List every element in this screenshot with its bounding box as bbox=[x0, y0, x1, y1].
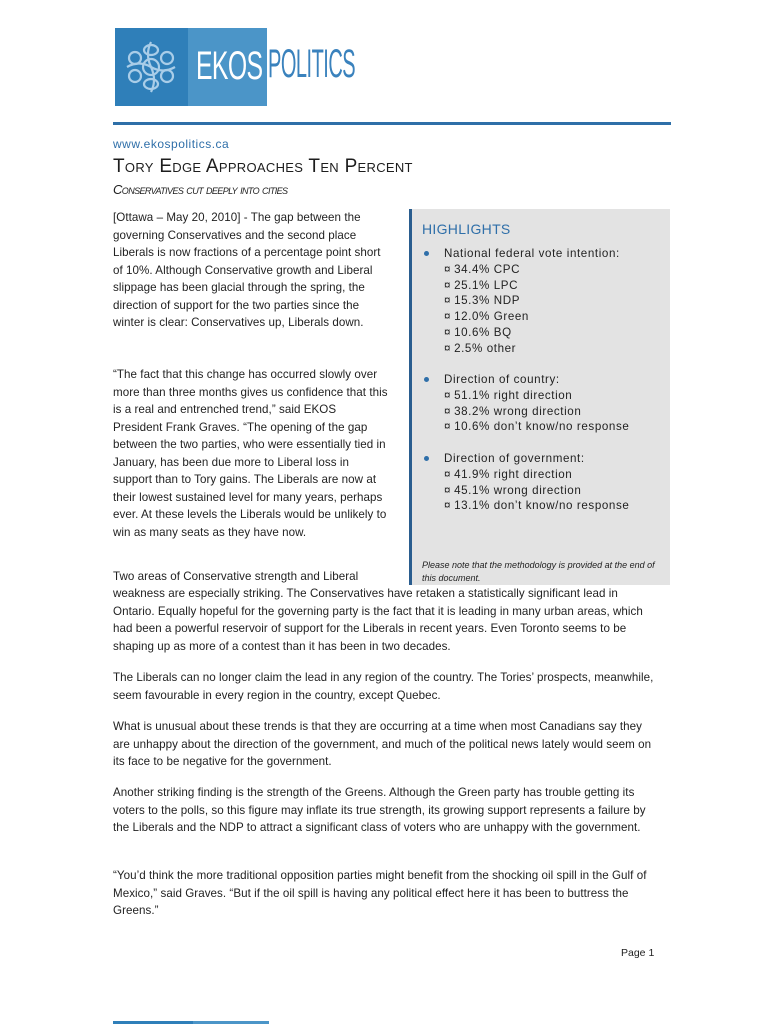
bullet-icon bbox=[424, 251, 429, 256]
sub-bullet-icon: ¤ bbox=[444, 420, 452, 434]
group-label-text: Direction of country: bbox=[444, 373, 560, 386]
highlights-item bbox=[420, 341, 668, 357]
highlights-item bbox=[420, 262, 668, 278]
page-title: Tory Edge Approaches Ten Percent bbox=[113, 156, 413, 177]
highlights-item-text: 12.0% Green bbox=[454, 310, 529, 324]
article-paragraph-7: “You’d think the more traditional opposition parties might benefit from the shocking oil spill in the Gulf of Mexico,” said Graves. “But if the oil spill is having any political effect here it has been to buttress the Greens.” bbox=[113, 869, 647, 917]
logo-word-politics: POLITICS bbox=[268, 42, 356, 86]
highlights-item bbox=[420, 325, 668, 341]
highlights-item bbox=[420, 278, 668, 294]
highlights-item-text: 45.1% wrong direction bbox=[454, 483, 582, 497]
highlights-panel bbox=[409, 209, 670, 585]
article-paragraph-5: What is unusual about these trends is that they are occurring at a time when most Canadians say they are unhappy about the direction of the government, and much of the political news lately would seem on its face to be negative for the government. bbox=[113, 720, 652, 768]
article-paragraph-3: weakness are especially striking. The Conservatives have retaken a statistically significant lead in Ontario. Equally hopeful for the governing party is the fact that it is leading in many urban areas, which had been a powerful reservoir of support for the Liberals in recent years. Even Toronto seems to be shaping up as more of a contest than it has been in two decades. bbox=[113, 587, 643, 653]
sub-bullet-icon: ¤ bbox=[444, 388, 452, 402]
logo-emblem-block bbox=[115, 28, 188, 106]
article-paragraph-4: The Liberals can no longer claim the lead in any region of the country. The Tories’ prospects, meanwhile, seem favourable in every region in the country, except Quebec. bbox=[113, 671, 654, 702]
highlights-item-text: 2.5% other bbox=[454, 341, 517, 355]
methodology-note: Please note that the methodology is provided at the end of this document. bbox=[422, 560, 655, 583]
website-link[interactable]: www.ekospolitics.ca bbox=[113, 137, 230, 151]
sub-bullet-icon: ¤ bbox=[444, 325, 452, 339]
group-label-text: National federal vote intention: bbox=[444, 247, 620, 260]
sub-bullet-icon: ¤ bbox=[444, 467, 452, 481]
highlights-item-text: 41.9% right direction bbox=[454, 467, 573, 481]
highlights-item bbox=[420, 404, 668, 420]
highlights-group-direction-government bbox=[420, 451, 668, 514]
sub-bullet-icon: ¤ bbox=[444, 294, 452, 308]
highlights-item-text: 34.4% CPC bbox=[454, 262, 521, 276]
highlights-item bbox=[420, 388, 668, 404]
highlights-group-direction-country bbox=[420, 372, 668, 435]
bullet-icon bbox=[424, 377, 429, 382]
highlights-heading: HIGHLIGHTS bbox=[422, 221, 511, 237]
sub-bullet-icon: ¤ bbox=[444, 483, 452, 497]
article-paragraph-3-line-1: Two areas of Conservative strength and Liberal bbox=[113, 570, 359, 583]
highlights-item bbox=[420, 467, 668, 483]
highlights-item bbox=[420, 309, 668, 325]
article-paragraph-1: [Ottawa – May 20, 2010] - The gap between the governing Conservatives and the second place Liberals is now fractions of a percentage point short of 10%. Although Conservative growth and Liberal slippage has been glacial through the spring, the direction of support for the two parties since the winter is clear: Conservatives up, Liberals down. bbox=[113, 211, 381, 329]
group-label-text: Direction of government: bbox=[444, 452, 585, 465]
highlights-item bbox=[420, 483, 668, 499]
highlights-item-text: 13.1% don’t know/no response bbox=[454, 499, 630, 513]
highlights-item-text: 38.2% wrong direction bbox=[454, 404, 582, 418]
sub-bullet-icon: ¤ bbox=[444, 310, 452, 324]
logo-word-ekos: EKOS bbox=[196, 44, 263, 88]
highlights-item-text: 25.1% LPC bbox=[454, 278, 519, 292]
highlights-group-label bbox=[420, 246, 668, 262]
bullet-icon bbox=[424, 456, 429, 461]
article-paragraph-2: “The fact that this change has occurred slowly over more than three months gives us confidence that this is a real and entrenched trend,” said EKOS President Frank Graves. “The opening of the gap between the two parties, who were essentially tied in January, has been due more to Liberal loss in support than to Tory gains. The Liberals are now at their lowest sustained level for many years, perhaps ever. At these levels the Liberals would be unlikely to win as many seats as they have now. bbox=[113, 368, 388, 539]
highlights-group-label bbox=[420, 451, 668, 467]
highlights-group-label bbox=[420, 372, 668, 388]
highlights-item-text: 10.6% don’t know/no response bbox=[454, 420, 630, 434]
sub-bullet-icon: ¤ bbox=[444, 499, 452, 513]
sub-bullet-icon: ¤ bbox=[444, 278, 452, 292]
highlights-item-text: 10.6% BQ bbox=[454, 325, 512, 339]
highlights-item bbox=[420, 498, 668, 514]
highlights-item-text: 15.3% NDP bbox=[454, 294, 521, 308]
ekos-politics-logo bbox=[115, 28, 267, 106]
logo-swirl-icon bbox=[115, 28, 188, 106]
page-number: Page 1 bbox=[621, 947, 655, 959]
highlights-item bbox=[420, 293, 668, 309]
header-rule bbox=[113, 122, 671, 125]
highlights-item-text: 51.1% right direction bbox=[454, 388, 573, 402]
sub-bullet-icon: ¤ bbox=[444, 404, 452, 418]
article-paragraph-6: Another striking finding is the strength of the Greens. Although the Green party has trouble getting its voters to the polls, so this figure may inflate its true strength, its growing support represents a failure by the Liberals and the NDP to attract a significant class of voters who are unhappy with the government. bbox=[113, 786, 646, 834]
highlights-item bbox=[420, 419, 668, 435]
page-subtitle: Conservatives cut deeply into cities bbox=[113, 182, 288, 197]
highlights-group-vote-intention bbox=[420, 246, 668, 357]
sub-bullet-icon: ¤ bbox=[444, 262, 452, 276]
sub-bullet-icon: ¤ bbox=[444, 341, 452, 355]
